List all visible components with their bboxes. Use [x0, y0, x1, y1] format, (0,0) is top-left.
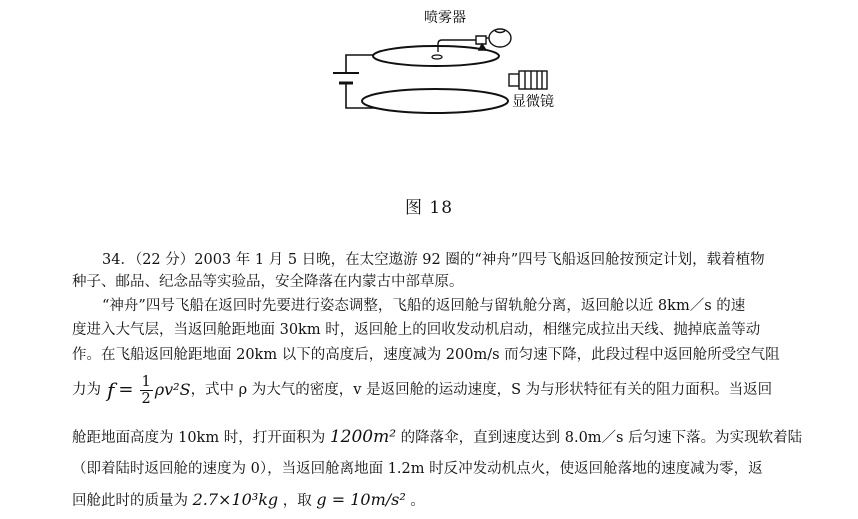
- line6-prefix: 力为: [72, 382, 101, 398]
- lower-plate: [362, 89, 508, 113]
- line9-suffix: 。: [410, 493, 425, 509]
- problem-line-6: [72, 368, 812, 412]
- problem-line-4: 度进入大气层，当返回舱距地面 30km 时，返回舱上的回收发动机启动，相继完成拉出天线、抛掉底盖等动: [72, 322, 761, 338]
- line9-prefix: 回舱此时的质量为: [72, 493, 188, 509]
- battery-icon: [333, 73, 359, 83]
- sprayer-label: 喷雾器: [424, 10, 466, 26]
- microscope-icon: [509, 71, 547, 89]
- problem-line-7: [72, 426, 812, 449]
- problem-line-1: 34．（22 分）2003 年 1 月 5 日晚，在太空遨游 92 圈的“神舟”四号飞船返回舱按预定计划，载着植物: [102, 252, 765, 268]
- line7-suffix: 的降落伞，直到速度达到 8.0m／s 后匀速下落。为实现软着陆: [400, 430, 803, 446]
- formula-equals: =: [118, 379, 134, 400]
- microscope-label: 显微镜: [512, 94, 554, 110]
- parachute-area: 1200m²: [329, 427, 397, 447]
- gravity-value: g = 10m/s²: [316, 490, 406, 509]
- formula-numerator: 1: [141, 373, 151, 390]
- problem-line-2: 种子、邮品、纪念品等实验品，安全降落在内蒙古中部草原。: [72, 274, 464, 290]
- formula-denominator: 2: [141, 390, 151, 407]
- problem-line-9: [72, 489, 812, 512]
- formula-fraction: [140, 374, 153, 407]
- line7-prefix: 舱距地面高度为 10km 时，打开面积为: [72, 430, 326, 446]
- problem-line-3: “神舟”四号飞船在返回时先要进行姿态调整，飞船的返回舱与留轨舱分离，返回舱以近 8km／s 的速: [102, 298, 746, 314]
- problem-line-5: 作。在飞船返回舱距地面 20km 以下的高度后，速度减为 200m/s 而匀速下降，此段过程中返回舱所受空气阻: [72, 347, 780, 363]
- problem-line-8: （即着陆时返回舱的速度为 0），当返回舱离地面 1.2m 时反冲发动机点火，使返回舱落地的速度减为零，返: [72, 461, 763, 477]
- figure-caption: 图 18: [404, 198, 454, 218]
- line6-suffix: ，式中 ρ 为大气的密度，v 是返回舱的运动速度，S 为与形状特征有关的阻力面积。当返回: [190, 382, 773, 398]
- formula-f: f: [107, 378, 115, 402]
- formula-rest: ρv²S: [154, 380, 191, 399]
- capsule-mass: 2.7×10³kg: [192, 490, 279, 509]
- line9-mid: ，取: [282, 493, 312, 509]
